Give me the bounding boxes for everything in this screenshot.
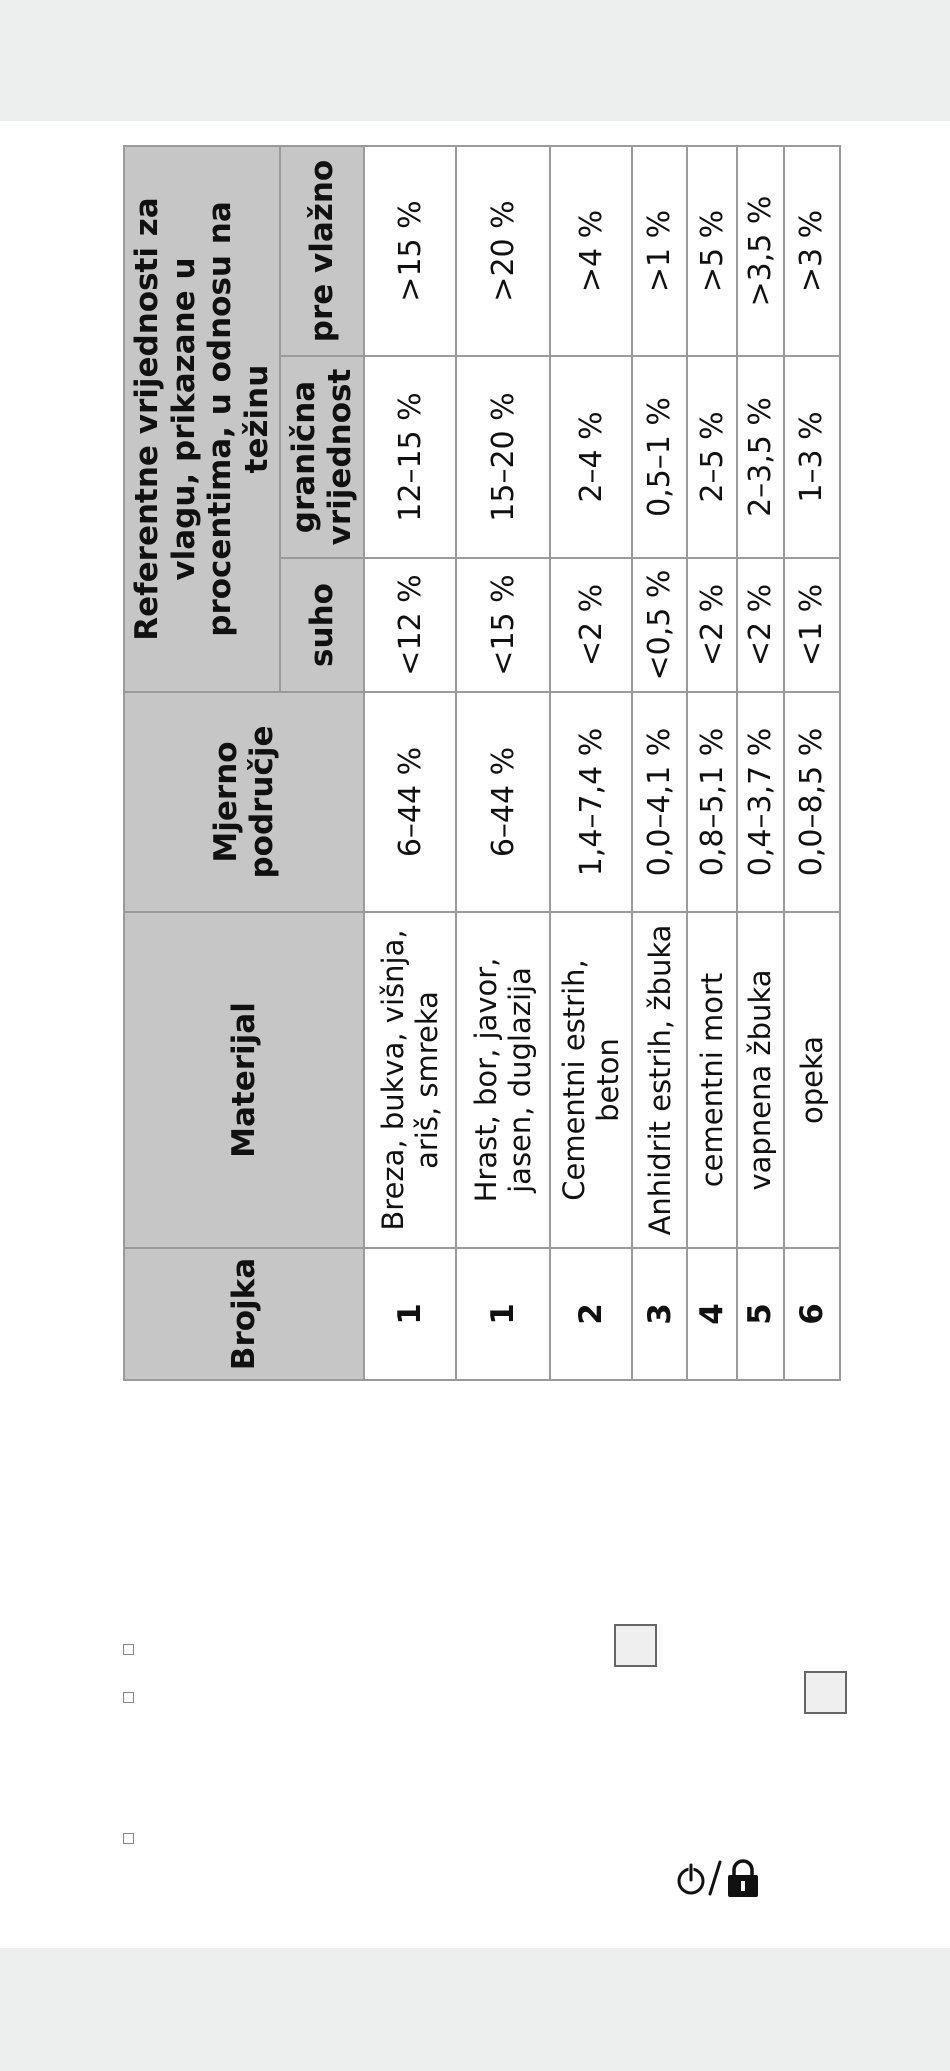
row-limit: 2–5 % [687, 356, 737, 558]
table-row [456, 146, 550, 1380]
grey-box [804, 1671, 847, 1714]
row-number: 3 [632, 1248, 687, 1380]
table-row [687, 146, 737, 1380]
row-range: 6–44 % [364, 692, 456, 912]
bullet-marker [123, 1833, 134, 1844]
row-dry: <0,5 % [632, 558, 687, 692]
page-bottom-band [0, 1948, 950, 2071]
row-material: Breza, bukva, višnja, ariš, smreka [364, 912, 456, 1248]
row-material: Anhidrit estrih, žbuka [632, 912, 687, 1248]
table-row [632, 146, 687, 1380]
row-limit: 1–3 % [784, 356, 840, 558]
row-number: 2 [550, 1248, 632, 1380]
row-material: cementni mort [687, 912, 737, 1248]
header-range: Mjerno područje [124, 692, 364, 912]
row-wet: >15 % [364, 146, 456, 356]
row-material: opeka [784, 912, 840, 1248]
row-range: 0,0–4,1 % [632, 692, 687, 912]
row-range: 0,4–3,7 % [737, 692, 784, 912]
power-lock-icon [672, 1858, 762, 1898]
row-material: vapnena žbuka [737, 912, 784, 1248]
row-material: Cementni estrih, beton [550, 912, 632, 1248]
row-wet: >3 % [784, 146, 840, 356]
header-material: Materijal [124, 912, 364, 1248]
row-wet: >20 % [456, 146, 550, 356]
row-limit: 0,5–1 % [632, 356, 687, 558]
row-number: 6 [784, 1248, 840, 1380]
row-limit: 2–4 % [550, 356, 632, 558]
row-wet: >1 % [632, 146, 687, 356]
table-row [550, 146, 632, 1380]
header-wet: pre vlažno [280, 146, 364, 356]
row-dry: <12 % [364, 558, 456, 692]
bullet-marker [123, 1692, 134, 1703]
table-row [737, 146, 784, 1380]
row-limit: 2–3,5 % [737, 356, 784, 558]
row-wet: >3,5 % [737, 146, 784, 356]
row-dry: <2 % [737, 558, 784, 692]
row-dry: <15 % [456, 558, 550, 692]
table-row [364, 146, 456, 1380]
row-number: 1 [364, 1248, 456, 1380]
bullet-marker [123, 1644, 134, 1655]
row-limit: 12–15 % [364, 356, 456, 558]
row-material: Hrast, bor, javor, jasen, duglazija [456, 912, 550, 1248]
row-dry: <2 % [550, 558, 632, 692]
rotated-table-wrapper [123, 147, 828, 1381]
row-range: 0,8–5,1 % [687, 692, 737, 912]
header-reference-values: Referentne vrijednosti za vlagu, prikazane u procentima, u odnosu na težinu [124, 146, 280, 692]
table-row [784, 146, 840, 1380]
header-dry: suho [280, 558, 364, 692]
moisture-reference-table [123, 145, 841, 1381]
row-dry: <1 % [784, 558, 840, 692]
row-wet: >4 % [550, 146, 632, 356]
page-top-band [0, 0, 950, 121]
row-range: 6–44 % [456, 692, 550, 912]
header-number: Brojka [124, 1248, 364, 1380]
row-range: 1,4–7,4 % [550, 692, 632, 912]
row-number: 1 [456, 1248, 550, 1380]
row-range: 0,0–8,5 % [784, 692, 840, 912]
row-number: 5 [737, 1248, 784, 1380]
row-limit: 15–20 % [456, 356, 550, 558]
grey-box [614, 1624, 657, 1667]
row-number: 4 [687, 1248, 737, 1380]
row-dry: <2 % [687, 558, 737, 692]
row-wet: >5 % [687, 146, 737, 356]
header-limit: granična vrijednost [280, 356, 364, 558]
